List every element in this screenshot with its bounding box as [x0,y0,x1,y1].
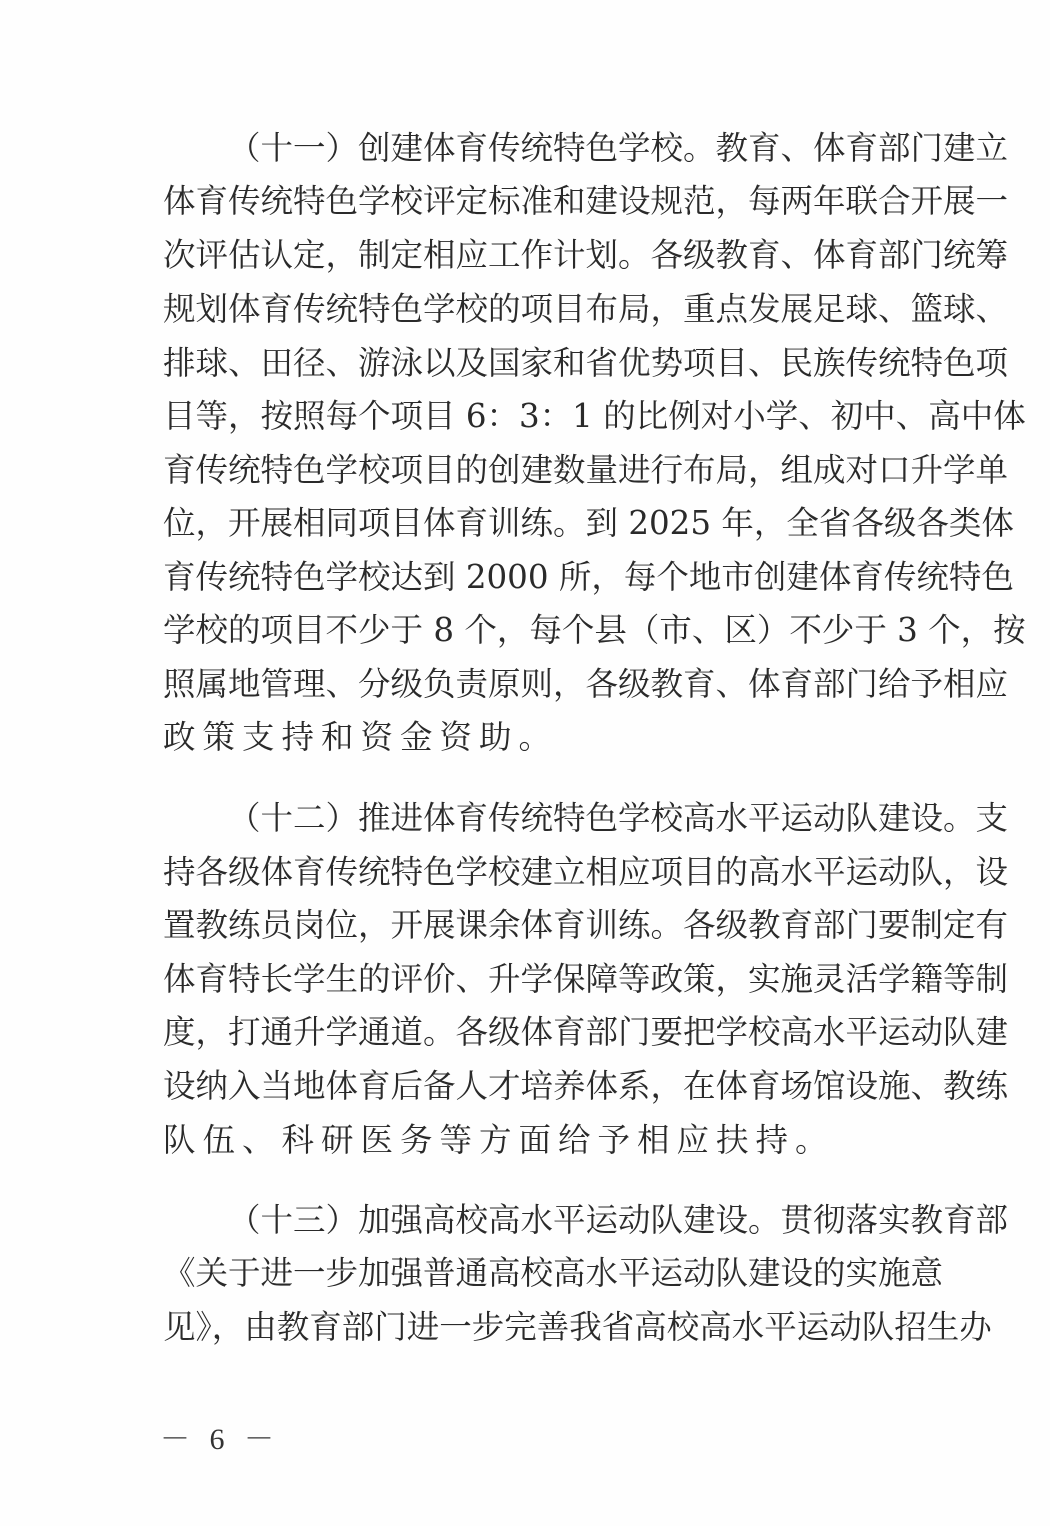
paragraph-line: 位，开展相同项目体育训练。到 2025 年，全省各级各类体 [163,504,1014,542]
paragraph-line: 体育特长学生的评价、升学保障等政策，实施灵活学籍等制 [163,960,1009,998]
paragraph-line: （十三）加强高校高水平运动队建设。贯彻落实教育部 [228,1201,1009,1239]
paragraph-line: 照属地管理、分级负责原则，各级教育、体育部门给予相应 [163,665,1009,703]
paragraph-line: 目等，按照每个项目 6：3：1 的比例对小学、初中、高中体 [163,397,1026,435]
paragraph-line: 体育传统特色学校评定标准和建设规范，每两年联合开展一 [163,182,1009,220]
paragraph-line: 《关于进一步加强普通高校高水平运动队建设的实施意 [163,1254,944,1292]
paragraph-line: （十二）推进体育传统特色学校高水平运动队建设。支 [228,799,1009,837]
paragraph-line: 置教练员岗位，开展课余体育训练。各级教育部门要制定有 [163,906,1009,944]
paragraph-line: 育传统特色学校项目的创建数量进行布局，组成对口升学单 [163,451,1009,489]
paragraph-line: 设纳入当地体育后备人才培养体系，在体育场馆设施、教练 [163,1067,1009,1105]
paragraph-line: 队伍、科研医务等方面给予相应扶持。 [163,1121,835,1159]
paragraph-line: 规划体育传统特色学校的项目布局，重点发展足球、篮球、 [163,290,1009,328]
paragraph-line: 次评估认定，制定相应工作计划。各级教育、体育部门统筹 [163,236,1009,274]
paragraph-line: 持各级体育传统特色学校建立相应项目的高水平运动队，设 [163,853,1009,891]
page-number: － 6 － [160,1423,280,1456]
paragraph-line: 学校的项目不少于 8 个，每个县（市、区）不少于 3 个，按 [163,611,1026,649]
paragraph-line: 排球、田径、游泳以及国家和省优势项目、民族传统特色项 [163,344,1009,382]
paragraph-line: 政策支持和资金资助。 [163,718,559,756]
paragraph-line: （十一）创建体育传统特色学校。教育、体育部门建立 [228,129,1009,167]
paragraph-line: 见》，由教育部门进一步完善我省高校高水平运动队招生办 [163,1308,992,1346]
paragraph-line: 育传统特色学校达到 2000 所，每个地市创建体育传统特色 [163,558,1014,596]
paragraph-line: 度，打通升学通道。各级体育部门要把学校高水平运动队建 [163,1013,1009,1051]
